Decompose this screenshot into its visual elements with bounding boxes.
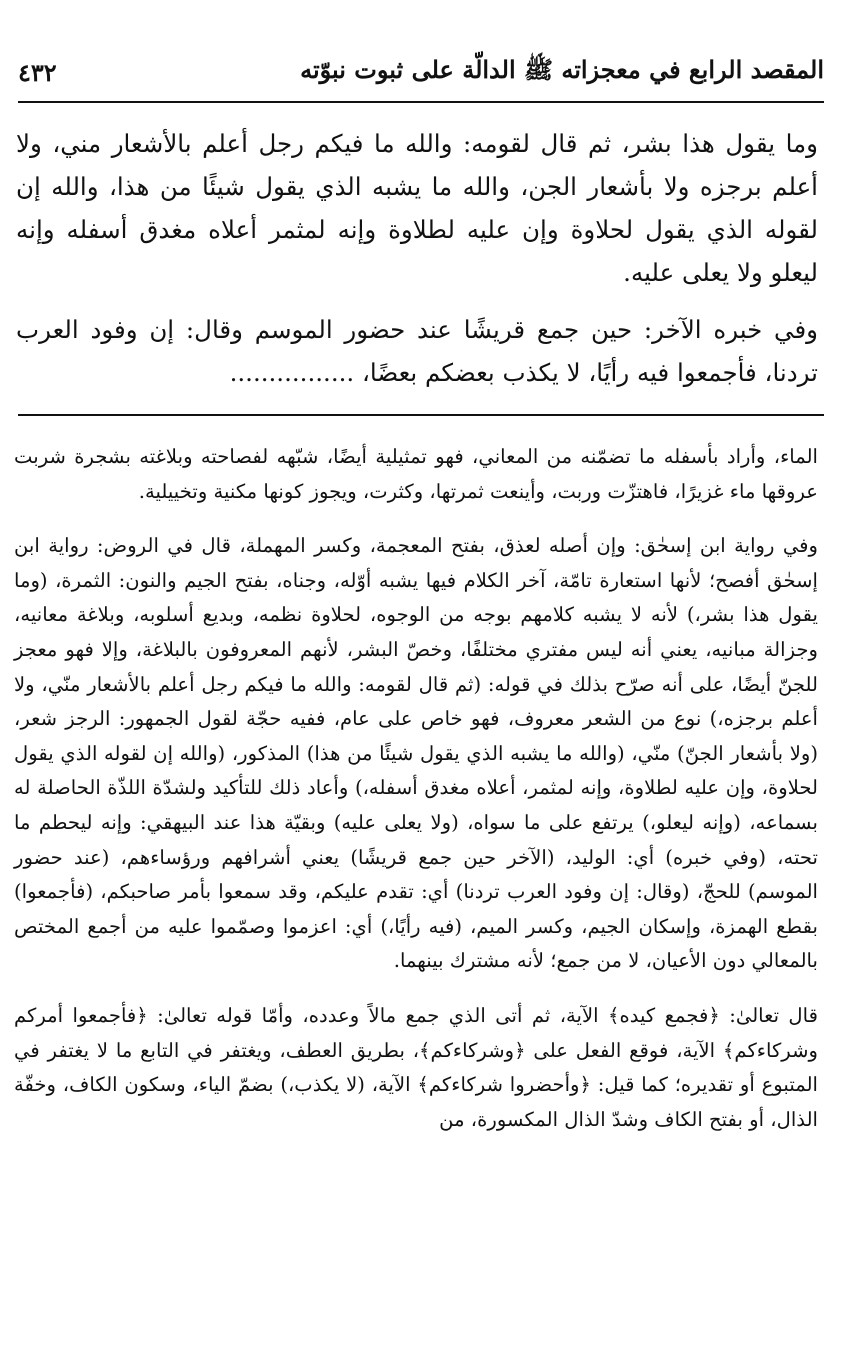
main-text (16, 122, 818, 408)
footnote-paragraph: وفي رواية ابن إسحٰق: وإن أصله لعذق، بفتح المعجمة، وكسر المهملة، قال في الروض: رواية ابن إسحٰق أفصح؛ لأنها استعارة تامّة، آخر الكلام فيها يشبه أوّله، وجناه، بفتح الجيم والنون: الثمرة، (وما يقول هذا بشر،) لأنه لا يشبه كلامهم بوجه من الوجوه، لحلاوة نظمه، وبديع أسلوبه، وبلاغة معانيه، وجزالة مبانيه، يعني أنه ليس مفتري مختلفًا، وخصّ البشر، لأنهم المعروفون بالبلاغة، وإلا فهو معجز للجنّ أيضًا، على أنه صرّح بذلك في قوله: (ثم قال لقومه: والله ما فيكم رجل أعلم بالأشعار منّي، ولا أعلم برجزه،) نوع من الشعر معروف، فهو خاص على عام، ففيه حجّة لقول الجمهور: الرجز شعر، (ولا بأشعار الجنّ) منّي، (والله ما يشبه الذي يقول شيئًا من هذا) المذكور، (والله إن لقوله الذي يقول لحلاوة، وإن عليه لطلاوة، وإنه لمثمر، أعلاه مغدق أسفله،) وأعاد ذلك للتأكيد ولشدّة اللذّة الحاصلة له بسماعه، (وإنه ليعلو،) يرتفع على ما سواه، (ولا يعلى عليه) وبقيّة هذا عند البيهقي: وإنه ليحطم ما تحته، (وفي خبره) أي: الوليد، (الآخر حين جمع قريشًا) يعني أشرافهم ورؤساءهم، (عند حضور الموسم) للحجّ، (وقال: إن وفود العرب تردنا) أي: تقدم عليكم، وقد سمعوا بأمر صاحبكم، (فأجمعوا) بقطع الهمزة، وإسكان الجيم، وكسر الميم، (فيه رأيًا،) أي: اعزموا وصمّموا عليه من أجمع المختص بالمعالي دون الأعيان، لا من جمع؛ لأنه مشترك بينهما. (14, 534, 818, 973)
main-paragraph-text: وفي خبره الآخر: حين جمع قريشًا عند حضور الموسم وقال: إن وفود العرب تردنا، فأجمعوا فيه رأيًا، لا يكذب بعضكم بعضًا، (16, 315, 818, 387)
footnote-paragraph: الماء، وأراد بأسفله ما تضمّنه من المعاني، فهو تمثيلية أيضًا، شبّهه لفصاحته وبلاغته بشجرة شربت عروقها ماء غزيرًا، فاهتزّت وربت، وأينعت ثمرتها، وكثرت، ويجوز كونها مكنية وتخييلية. (14, 445, 818, 503)
running-title: المقصد الرابع في معجزاته ﷺ الدالّة على ثبوت نبوّته (300, 54, 824, 84)
main-paragraph (16, 308, 818, 394)
header-divider (18, 101, 824, 103)
footnote-divider (18, 414, 824, 416)
main-paragraph: وما يقول هذا بشر، ثم قال لقومه: والله ما فيكم رجل أعلم بالأشعار مني، ولا أعلم برجزه ولا بأشعار الجن، والله ما يشبه الذي يقول شيئًا من هذا، والله إن لقوله الذي يقول لحلاوة وإن عليه لطلاوة وإنه لمثمر أعلاه مغدق أسفله وإنه ليعلو ولا يعلى عليه. (16, 129, 818, 287)
footnotes (14, 440, 818, 1157)
continuation-dots: ................ (229, 358, 355, 387)
running-header (18, 52, 824, 92)
page-number: ٤٣٢ (18, 57, 57, 87)
footnote-paragraph: قال تعالىٰ: ﴿فجمع كيده﴾ الآية، ثم أتى الذي جمع مالاً وعدده، وأمّا قوله تعالىٰ: ﴿فأجمعوا أمركم وشركاءكم﴾ الآية، فوقع الفعل على ﴿وشركاءكم﴾، بطريق العطف، ويغتفر في التابع ما لا يغتفر في المتبوع أو تقديره؛ كما قيل: ﴿وأحضروا شركاءكم﴾ الآية، (لا يكذب،) بضمّ الياء، وسكون الكاف، وخفّة الذال، أو بفتح الكاف وشدّ الذال المكسورة، من (14, 1003, 818, 1131)
